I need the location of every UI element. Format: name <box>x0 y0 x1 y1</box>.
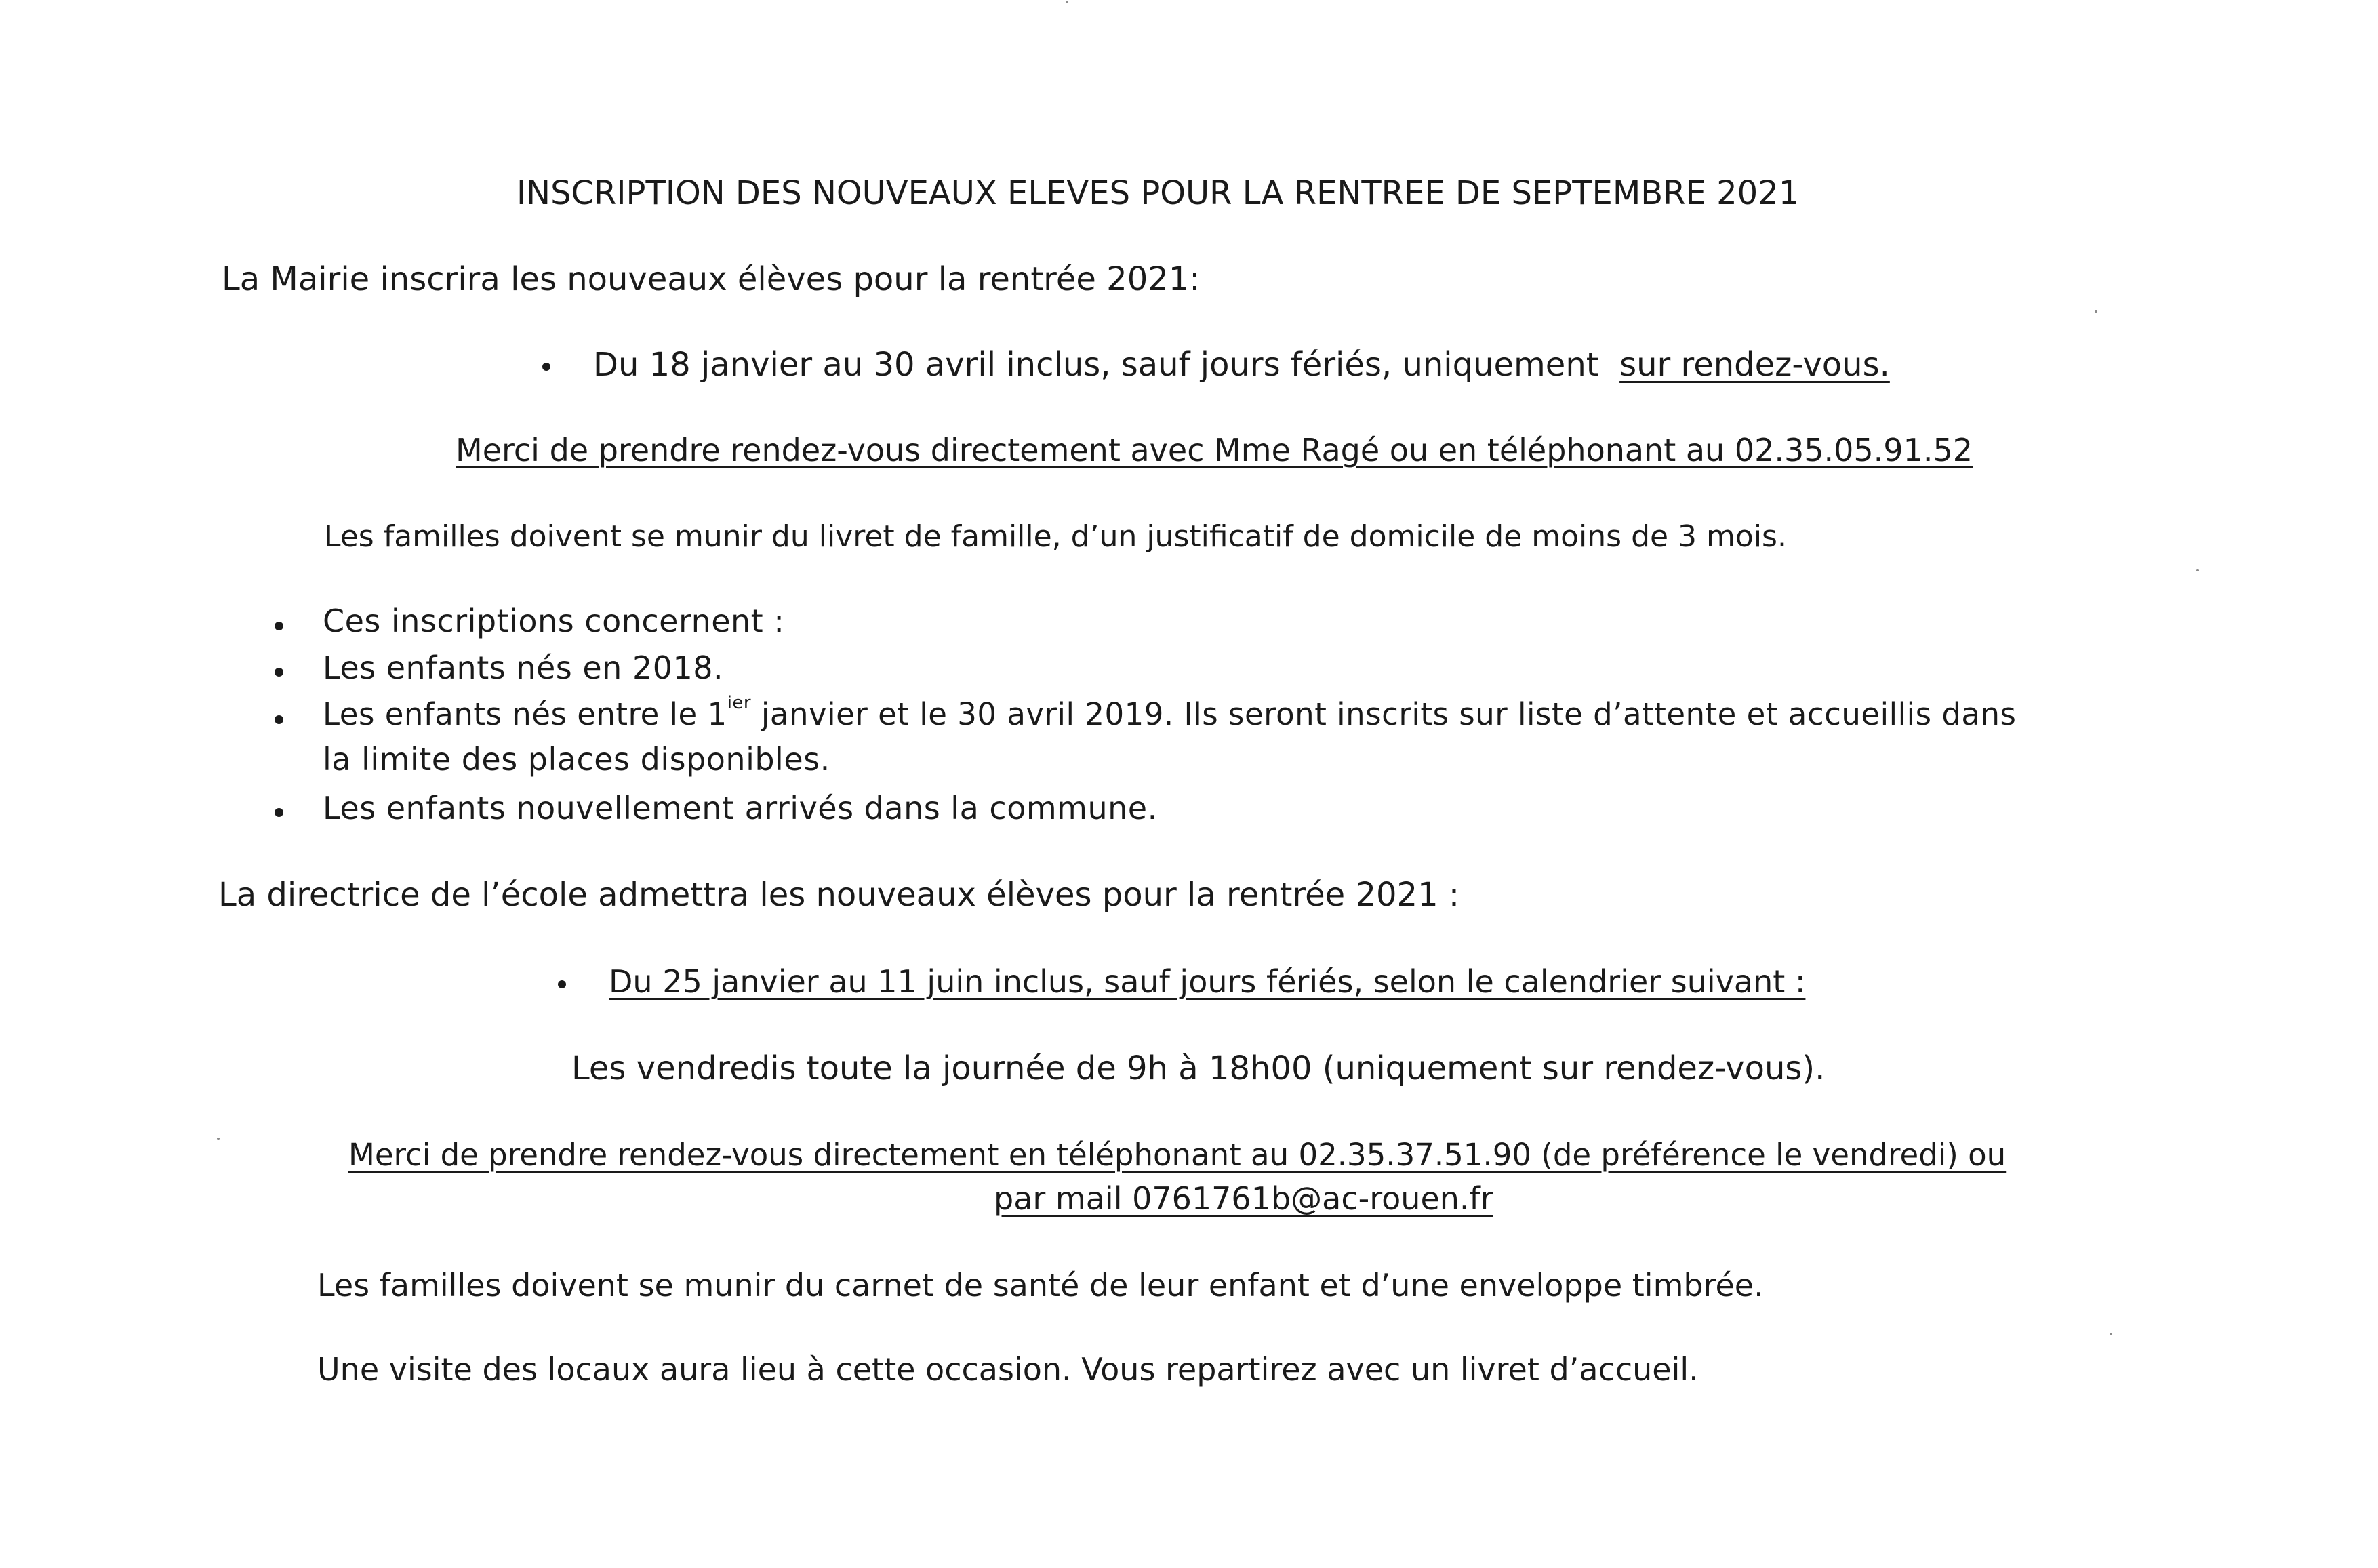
directrice-intro: La directrice de l’école admettra les nouveaux élèves pour la rentrée 2021 : <box>218 876 1460 914</box>
mairie-intro: La Mairie inscrira les nouveaux élèves pour la rentrée 2021: <box>222 260 1201 298</box>
list-item-continuation: la limite des places disponibles. <box>323 741 830 778</box>
document-title: INSCRIPTION DES NOUVEAUX ELEVES POUR LA RENTREE DE SEPTEMBRE 2021 <box>517 174 1800 212</box>
list-item: Les enfants nés en 2018. <box>323 649 724 686</box>
scan-speck <box>2110 1333 2112 1335</box>
bullet-icon <box>275 622 283 630</box>
directrice-contact: Merci de prendre rendez-vous directement en téléphonant au 02.35.37.51.90 (de préférence le vendredi) ou <box>348 1137 2007 1173</box>
scan-speck <box>1066 1 1068 3</box>
list-item: Ces inscriptions concernent : <box>323 603 785 639</box>
directrice-documents: Les familles doivent se munir du carnet de santé de leur enfant et d’une enveloppe timbrée. <box>317 1267 1764 1304</box>
mairie-period-text: Du 18 janvier au 30 avril inclus, sauf jours fériés, uniquement <box>593 346 1599 384</box>
scan-speck <box>2095 310 2097 313</box>
scan-speck <box>2196 569 2199 571</box>
list-item-text: Les enfants nés entre le 1 <box>323 696 727 732</box>
mairie-contact: Merci de prendre rendez-vous directement avec Mme Ragé ou en téléphonant au 02.35.05.91.52 <box>456 432 1973 468</box>
list-item-superscript: ier <box>727 693 752 713</box>
scan-speck <box>217 1138 220 1140</box>
bullet-icon <box>275 668 283 677</box>
directrice-period: Du 25 janvier au 11 juin inclus, sauf jours fériés, selon le calendrier suivant : <box>609 963 1806 1000</box>
directrice-hours: Les vendredis toute la journée de 9h à 18h00 (uniquement sur rendez-vous). <box>571 1049 1826 1087</box>
mairie-documents: Les familles doivent se munir du livret de famille, d’un justificatif de domicile de moins de 3 mois. <box>324 519 1787 554</box>
bullet-icon <box>542 363 550 371</box>
list-item <box>323 694 2016 735</box>
mairie-period-underlined: sur rendez-vous. <box>1619 346 1890 384</box>
bullet-icon <box>275 715 283 724</box>
visit-note: Une visite des locaux aura lieu à cette occasion. Vous repartirez avec un livret d’accueil. <box>317 1351 1699 1388</box>
bullet-icon <box>275 808 283 817</box>
list-item: Les enfants nouvellement arrivés dans la commune. <box>323 790 1158 826</box>
list-item-text: janvier et le 30 avril 2019. Ils seront inscrits sur liste d’attente et accueillis dans <box>751 696 2017 732</box>
mairie-period <box>593 344 1890 385</box>
directrice-contact-email: par mail 0761761b@ac-rouen.fr <box>994 1180 1493 1217</box>
bullet-icon <box>558 980 566 988</box>
